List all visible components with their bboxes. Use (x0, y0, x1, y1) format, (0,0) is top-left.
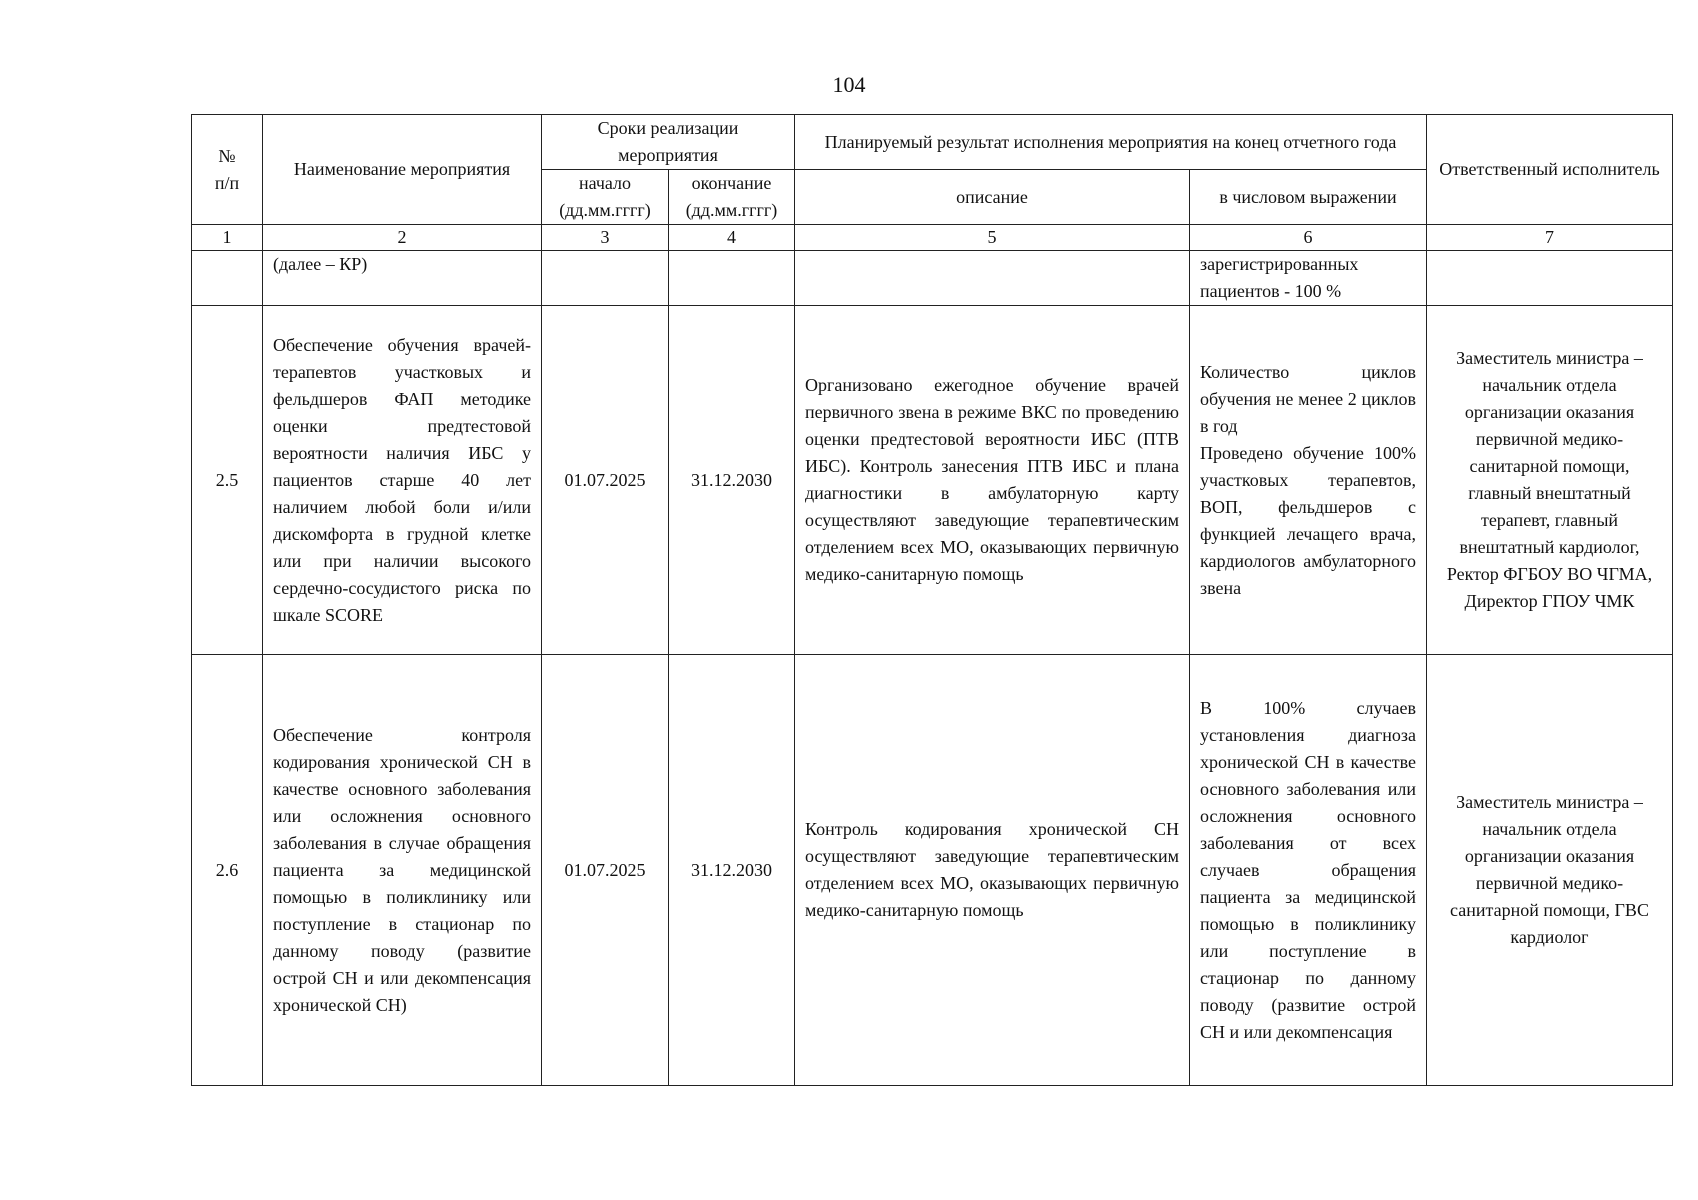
column-number: 1 (192, 225, 263, 251)
header-result: Планируемый результат исполнения мероприятия на конец отчетного года (795, 115, 1427, 170)
row-responsible (1427, 251, 1673, 306)
activity-plan-table (191, 114, 1673, 1086)
row-num (192, 251, 263, 306)
row-end (669, 251, 795, 306)
row-responsible: Заместитель министра – начальник отдела организации оказания первичной медико-санитарной помощи, главный внештатный терапевт, главный внештатный кардиолог, Ректор ФГБОУ ВО ЧГМА, Директор ГПОУ ЧМК (1427, 306, 1673, 655)
column-number: 4 (669, 225, 795, 251)
header-timing: Сроки реализации мероприятия (542, 115, 795, 170)
header-start: начало (дд.мм.гггг) (542, 170, 669, 225)
row-description: Контроль кодирования хронической СН осуществляют заведующие терапевтическим отделением всех МО, оказывающих первичную медико-санитарную помощь (795, 655, 1190, 1086)
row-numeric: В 100% случаев установления диагноза хронической СН в качестве основного заболевания или осложнения основного заболевания от всех случаев обращения пациента за медицинской помощью в поликлинику или поступление в стационар по данному поводу (развитие острой СН и или декомпенсация (1190, 655, 1427, 1086)
table-row (192, 655, 1673, 1086)
header-numeric: в числовом выражении (1190, 170, 1427, 225)
page-number: 104 (832, 72, 866, 97)
header-end: окончание (дд.мм.гггг) (669, 170, 795, 225)
row-start (542, 251, 669, 306)
column-number: 2 (263, 225, 542, 251)
row-name: (далее – КР) (263, 251, 542, 306)
column-number: 3 (542, 225, 669, 251)
table-row (192, 306, 1673, 655)
row-numeric: зарегистрированных пациентов - 100 % (1190, 251, 1427, 306)
header-row-1 (192, 115, 1673, 170)
header-responsible: Ответственный исполнитель (1427, 115, 1673, 225)
row-numeric: Количество циклов обучения не менее 2 циклов в год Проведено обучение 100% участковых терапевтов, ВОП, фельдшеров с функцией лечащего врача, кардиологов амбулаторного звена (1190, 306, 1427, 655)
row-end: 31.12.2030 (669, 655, 795, 1086)
row-name: Обеспечение контроля кодирования хронической СН в качестве основного заболевания или осложнения основного заболевания в случае обращения пациента за медицинской помощью в поликлинику или поступление в стационар по данному поводу (развитие острой СН и или декомпенсация хронической СН) (263, 655, 542, 1086)
table-row (192, 251, 1673, 306)
row-name: Обеспечение обучения врачей-терапевтов участковых и фельдшеров ФАП методике оценки предтестовой вероятности наличия ИБС у пациентов старше 40 лет наличием любой боли и/или дискомфорта в грудной клетке или при наличии высокого сердечно-сосудистого риска по шкале SCORE (263, 306, 542, 655)
column-number: 7 (1427, 225, 1673, 251)
header-num: № п/п (192, 115, 263, 225)
row-responsible: Заместитель министра – начальник отдела организации оказания первичной медико-санитарной помощи, ГВС кардиолог (1427, 655, 1673, 1086)
row-start: 01.07.2025 (542, 655, 669, 1086)
row-end: 31.12.2030 (669, 306, 795, 655)
row-description: Организовано ежегодное обучение врачей первичного звена в режиме ВКС по проведению оценки предтестовой вероятности ИБС (ПТВ ИБС). Контроль занесения ПТВ ИБС и плана диагностики в амбулаторную карту осуществляют заведующие терапевтическим отделением всех МО, оказывающих первичную медико-санитарную помощь (795, 306, 1190, 655)
row-start: 01.07.2025 (542, 306, 669, 655)
header-description: описание (795, 170, 1190, 225)
column-number-row (192, 225, 1673, 251)
header-name: Наименование мероприятия (263, 115, 542, 225)
column-number: 6 (1190, 225, 1427, 251)
row-num: 2.6 (192, 655, 263, 1086)
column-number: 5 (795, 225, 1190, 251)
row-num: 2.5 (192, 306, 263, 655)
row-description (795, 251, 1190, 306)
